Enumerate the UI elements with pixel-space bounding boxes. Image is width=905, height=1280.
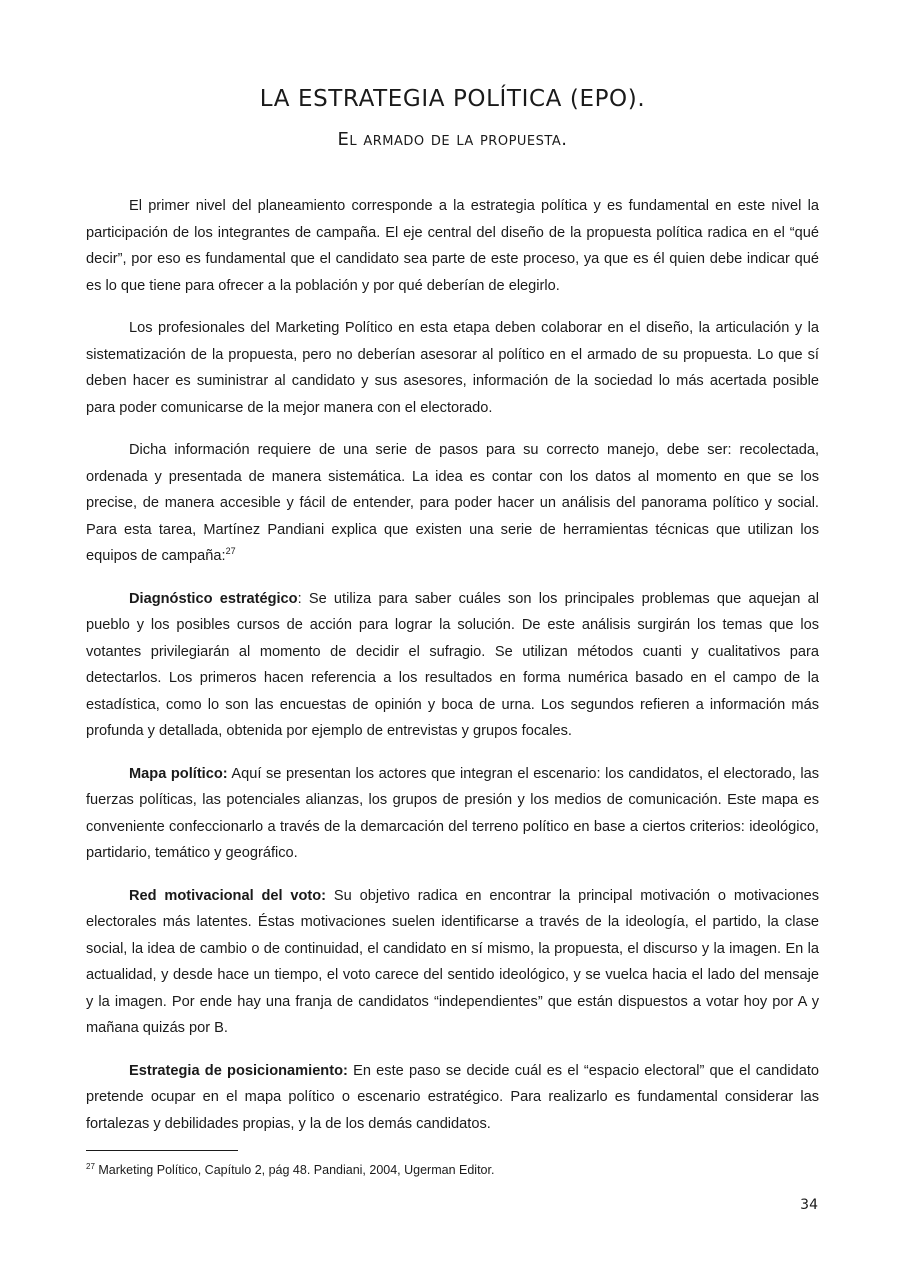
footnote <box>86 1161 819 1179</box>
term-mapa: Mapa político: <box>129 765 228 782</box>
paragraph-text: Los profesionales del Marketing Político en esta etapa deben colaborar en el diseño, la articulación y la sistematización de la propuesta, pero no deberían asesorar al político en el armado de su propuesta. Lo que sí deben hacer es suministrar al candidato y sus asesores, información de la sociedad lo más acertada posible para poder comunicarse de la mejor manera con el electorado. <box>86 320 819 416</box>
footnote-reference[interactable]: 27 <box>225 546 236 556</box>
body-text <box>86 193 819 1153</box>
paragraph-professionals <box>86 315 819 421</box>
paragraph-diagnostico <box>86 586 819 745</box>
term-diagnostico: Diagnóstico estratégico <box>129 590 298 607</box>
paragraph-posicionamiento <box>86 1058 819 1138</box>
paragraph-information <box>86 437 819 570</box>
footnote-number: 27 <box>86 1162 95 1171</box>
paragraph-red-motivacional <box>86 883 819 1042</box>
footnote-text: Marketing Político, Capítulo 2, pág 48. Pandiani, 2004, Ugerman Editor. <box>94 1163 495 1177</box>
page-number: 34 <box>800 1197 818 1213</box>
paragraph-text: El primer nivel del planeamiento corresponde a la estrategia política y es fundamental en este nivel la participación de los integrantes de campaña. El eje central del diseño de la propuesta política radica en el “qué decir”, por eso es fundamental que el candidato sea parte de este proceso, ya que es él quien debe indicar qué es lo que tiene para ofrecer a la población y por qué deberían de elegirlo. <box>86 198 819 294</box>
page-subtitle: El armado de la propuesta. <box>337 129 568 150</box>
footnote-divider <box>86 1150 238 1151</box>
paragraph-text: En este paso se decide cuál es el “espacio electoral” que el candidato pretende ocupar en el mapa político o escenario estratégico. Para realizarlo es fundamental considerar las fortalezas y debilidades propias, y la de los demás candidatos. <box>86 1062 819 1132</box>
paragraph-text: : Se utiliza para saber cuáles son los principales problemas que aquejan al pueblo y los posibles cursos de acción para lograr la solución. De este análisis surgirán los temas que los votantes privilegiarán al momento de decidir el sufragio. Se utilizan métodos cuanti y cualitativos para detectarlos. Los primeros hacen referencia a los resultados en forma numérica basado en el campo de la estadística, como lo son las encuestas de opinión y boca de urna. Los segundos refieren a información más profunda y detallada, obtenida por ejemplo de entrevistas y grupos focales. <box>86 590 819 739</box>
paragraph-text: Aquí se presentan los actores que integran el escenario: los candidatos, el electorado, las fuerzas políticas, las potenciales alianzas, los grupos de presión y los medios de comunicación. Este mapa es conveniente confeccionarlo a través de la demarcación del terreno político en base a ciertos criterios: ideológico, partidario, temático y geográfico. <box>86 765 819 861</box>
paragraph-intro <box>86 193 819 299</box>
paragraph-mapa <box>86 761 819 867</box>
paragraph-text: Dicha información requiere de una serie de pasos para su correcto manejo, debe ser: recolectada, ordenada y presentada de manera sistemática. La idea es contar con los datos al momento en que se los precise, de manera accesible y fácil de entender, para poder hacer un análisis del panorama político y social. Para esta tarea, Martínez Pandiani explica que existen una serie de herramientas técnicas que utilizan los equipos de campaña: <box>86 442 819 564</box>
paragraph-text: Su objetivo radica en encontrar la principal motivación o motivaciones electorales más latentes. Éstas motivaciones suelen identificarse a través de la ideología, el partido, la clase social, la idea de cambio o de continuidad, el candidato en sí mismo, la propuesta, el discurso y la imagen. En la actualidad, y desde hace un tiempo, el voto carece del sentido ideológico, y se vuelca hacia el lado del mensaje y la imagen. Por ende hay una franja de candidatos “independientes” que están dispuestos a votar hoy por A y mañana quizás por B. <box>86 887 819 1036</box>
page-title: LA ESTRATEGIA POLÍTICA (EPO). <box>259 86 646 112</box>
term-red-motivacional: Red motivacional del voto: <box>129 887 327 904</box>
term-posicionamiento: Estrategia de posicionamiento: <box>129 1062 348 1079</box>
